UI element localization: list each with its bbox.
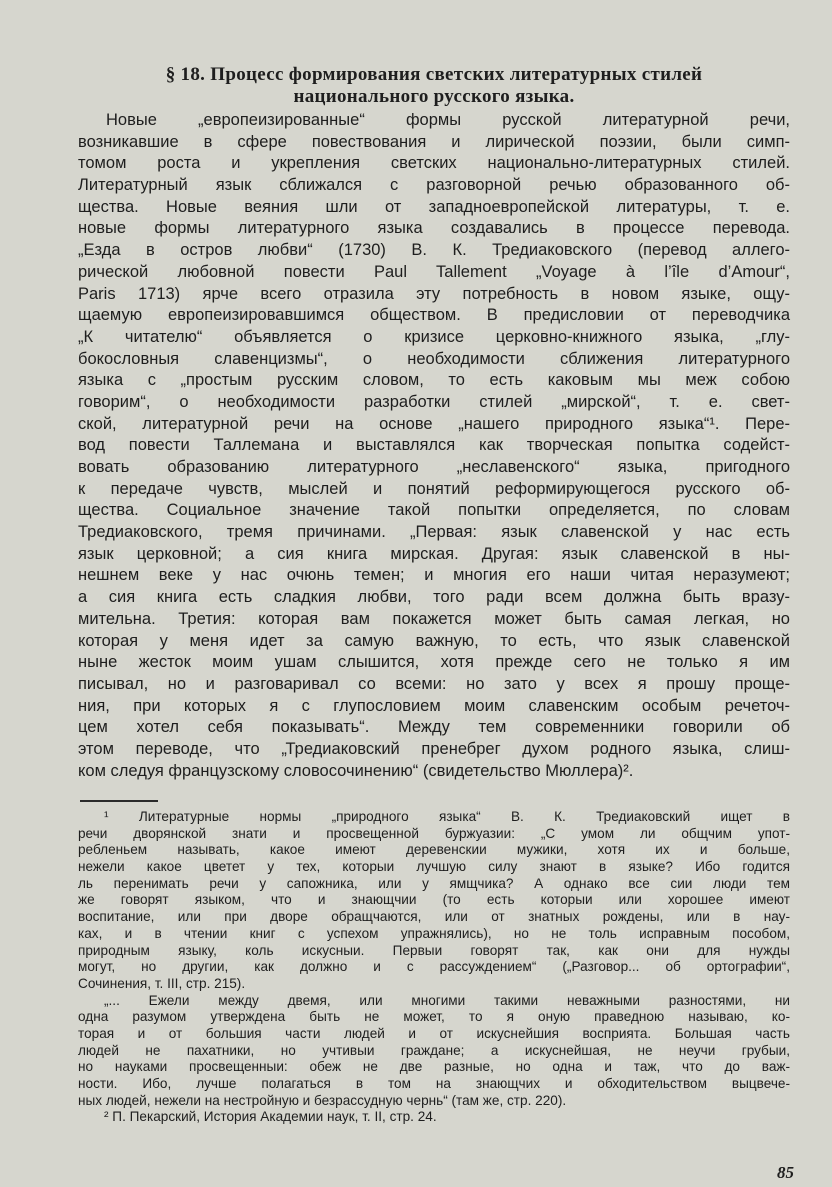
footnote-line: одна разумом утверждена быть не может, то я оную праведною называю, ко- [78, 1009, 790, 1025]
text-line: а сия книга есть сладкия любви, того ради всем должна быть вразу- [78, 588, 790, 607]
text-line: языка с „простым русским словом, то есть каковым мы меж собою [78, 371, 790, 390]
text-line: Paris 1713) ярче всего отразила эту потребность в новом языке, ощу- [78, 284, 790, 303]
footnote-line: же говорят языком, что и знающчии (то есть которыи или хорошее имеют [78, 892, 790, 908]
text-line: возникавшие в сфере повествования и лирической поэзии, были симп- [78, 132, 790, 151]
text-line: щества. Социальное значение такой попытки определяется, по словам [78, 501, 790, 520]
footnote-line: природным языку, коль искусныи. Первыи говорят так, как они для нужды [78, 942, 790, 958]
text-line: томом роста и укрепления светских национально-литературных стилей. [78, 154, 790, 173]
text-line: этом переводе, что „Тредиаковский пренебрег духом родного языка, слиш- [78, 739, 790, 758]
footnote-line: но науками просвещенныи: обеж не две разные, но одна и таж, что до важ- [78, 1059, 790, 1075]
section-title-line-2: национального русского языка. [293, 86, 575, 107]
footnote-divider [80, 800, 158, 802]
text-line: „Езда в остров любви“ (1730) В. К. Тредиаковского (перевод аллего- [78, 241, 790, 260]
footnote-line: речи дворянской знати и просвещенной буржуазии: „С умом ли общчим упот- [78, 825, 790, 841]
text-line: ской, литературной речи на основе „нашего природного языка“¹. Пере- [78, 414, 790, 433]
footnote-line: ках, и в чтении книг с успехом упражнялись), но не толь исправным пособом, [78, 925, 790, 941]
text-line: щаемую европеизировавшимся обществом. В предисловии от переводчика [78, 306, 790, 325]
text-line: ныне жесток моим ушам слышится, хотя прежде сего не только я им [78, 653, 790, 672]
footnote-line: ных людей, нежели на нестройную и безрассудную чернь“ (там же, стр. 220). [78, 1092, 567, 1108]
text-line: ком следуя французскому словосочинению“ (свидетельство Мюллера)². [78, 761, 634, 780]
text-line: новые формы литературного языка создавались в процессе перевода. [78, 219, 790, 238]
section-title-line-1: § 18. Процесс формирования светских литературных стилей [165, 64, 703, 85]
footnote-line: торая и от большия части людей и от искуснейшия восприята. Большая часть [78, 1025, 790, 1041]
footnote-line: воспитание, или при дворе обращчаются, или от знатных рождены, или в нау- [78, 909, 790, 925]
text-line: Тредиаковского, тремя причинами. „Первая: язык славенской у нас есть [78, 523, 790, 542]
text-line: писывал, но и разговаривал со всеми: но зато у всех я прошу проще- [78, 674, 790, 693]
footnote-line: Сочинения, т. III, стр. 215). [78, 975, 246, 991]
footnote-line: ² П. Пекарский, История Академии наук, т. II, стр. 24. [104, 1109, 437, 1125]
page-number: 85 [777, 1163, 794, 1182]
footnote-line: людей не пахатники, но учтивыи граждане; а искуснейшая, не неучи грубыи, [78, 1042, 790, 1058]
text-line: Новые „европеизированные“ формы русской литературной речи, [106, 111, 790, 129]
section-title [78, 64, 790, 108]
text-line: вод повести Таллемана и выставлялся как творческая попытка содейст- [78, 436, 790, 455]
footnote-line: „... Ежели между двемя, или многими такими неважными разностями, ни [104, 992, 790, 1008]
text-line: к передаче чувств, мыслей и понятий реформирующегося русского об- [78, 479, 790, 498]
text-line: щества. Новые веяния шли от западноевропейской литературы, т. е. [78, 197, 790, 216]
footnotes [78, 809, 790, 1126]
text-line: цем хотел себя показывать“. Между тем современники говорили об [78, 718, 790, 737]
text-line: вовать образованию литературного „неславенского“ языка, пригодного [78, 458, 790, 476]
footnote-line: ¹ Литературные нормы „природного языка“ В. К. Тредиаковский ищет в [104, 809, 790, 824]
footnote-line: могут, но другии, как должно и с рассуждением“ („Разговор... об ортографии“, [78, 959, 790, 975]
text-line: ния, при которых я с глупословием моим славенским особым речеточ- [78, 696, 790, 715]
text-line: бокословныя славенцизмы“, о необходимости сближения литературного [78, 349, 790, 368]
text-line: „К читателю“ объявляется о кризисе церковно-книжного языка, „глу- [78, 327, 790, 346]
text-line: мительна. Третия: которая вам покажется может быть самая легкая, но [78, 609, 790, 628]
text-line: рической любовной повести Paul Tallement „Voyage à l’île d’Amour“, [78, 262, 790, 281]
footnote-line: ребленьем называть, какое имеют деревенскии мужики, хотя их и больше, [78, 842, 790, 858]
text-line: нешнем веке у нас очюнь темен; и многия его наши читая неразумеют; [78, 566, 790, 585]
footnote-line: нежели какое цветет у тех, которыи лучшую силу знают в языке? Ибо годится [78, 859, 790, 875]
text-line: Литературный язык сближался с разговорной речью образованного об- [78, 176, 790, 195]
footnote-line: ль перенимать речи у сапожника, или у ямщчика? А однако все сии люди тем [78, 875, 790, 891]
text-line: язык церковной; а сия книга мирская. Другая: язык славенской в ны- [78, 544, 790, 563]
main-text [78, 110, 790, 782]
text-line: говорим“, о необходимости разработки стилей „мирской“, т. е. свет- [78, 392, 790, 411]
footnote-line: ности. Ибо, лучше полагаться в том на знающчих и обходительством выцвече- [78, 1076, 790, 1091]
text-line: которая у меня идет за самую важную, то есть, что язык славенской [78, 631, 790, 650]
